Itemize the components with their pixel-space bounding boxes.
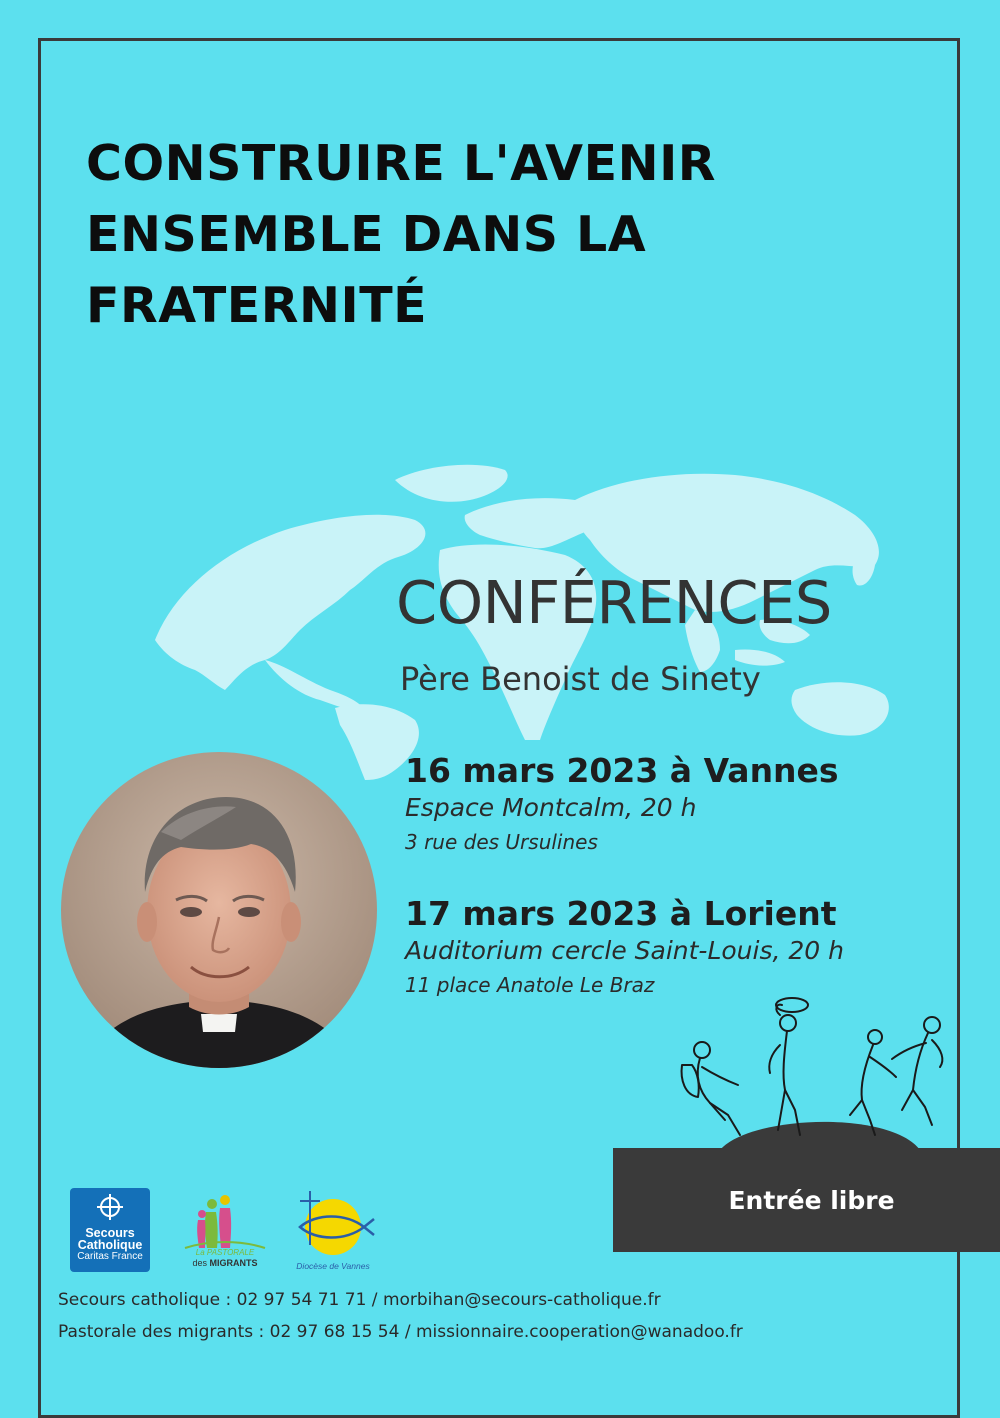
event-address: 11 place Anatole Le Braz — [405, 973, 655, 997]
pastorale-migrants-logo — [180, 1190, 270, 1274]
contact-pastorale: Pastorale des migrants : 02 97 68 15 54 / missionnaire.cooperation@wanadoo.fr — [58, 1322, 743, 1342]
event-date: 16 mars 2023 à Vannes — [405, 751, 839, 790]
title-line-3: FRATERNITÉ — [86, 277, 428, 334]
event-lorient — [405, 893, 844, 1003]
secours-catholique-logo — [70, 1188, 150, 1272]
walking-figures-illustration — [670, 995, 960, 1150]
migrants-family-icon — [180, 1190, 270, 1250]
speaker-portrait — [61, 752, 377, 1068]
fish-cross-icon — [286, 1185, 380, 1261]
speaker-name: Père Benoist de Sinety — [400, 660, 761, 698]
event-address: 3 rue des Ursulines — [405, 830, 598, 854]
secours-logo-line3: Caritas France — [77, 1251, 143, 1262]
diocese-logo-label: Diocèse de Vannes — [296, 1261, 370, 1271]
cross-icon — [93, 1192, 127, 1222]
title-line-1: CONSTRUIRE L'AVENIR — [86, 135, 717, 192]
contact-secours: Secours catholique : 02 97 54 71 71 / morbihan@secours-catholique.fr — [58, 1290, 661, 1310]
title-line-2: ENSEMBLE DANS LA — [86, 206, 647, 263]
portrait-image — [61, 752, 377, 1068]
event-vannes — [405, 750, 839, 860]
conferences-heading: CONFÉRENCES — [396, 568, 832, 637]
event-venue: Auditorium cercle Saint-Louis, 20 h — [405, 936, 844, 965]
pastorale-logo-line2: des MIGRANTS — [192, 1258, 258, 1268]
free-entry-banner: Entrée libre — [613, 1148, 1000, 1252]
diocese-vannes-logo — [286, 1185, 380, 1275]
event-venue: Espace Montcalm, 20 h — [405, 793, 697, 822]
pastorale-logo-line1: La PASTORALE — [195, 1248, 255, 1257]
secours-logo-line1: Secours — [85, 1226, 135, 1240]
secours-logo-line2: Catholique — [77, 1238, 143, 1252]
event-date: 17 mars 2023 à Lorient — [405, 894, 837, 933]
poster-title — [86, 128, 886, 341]
